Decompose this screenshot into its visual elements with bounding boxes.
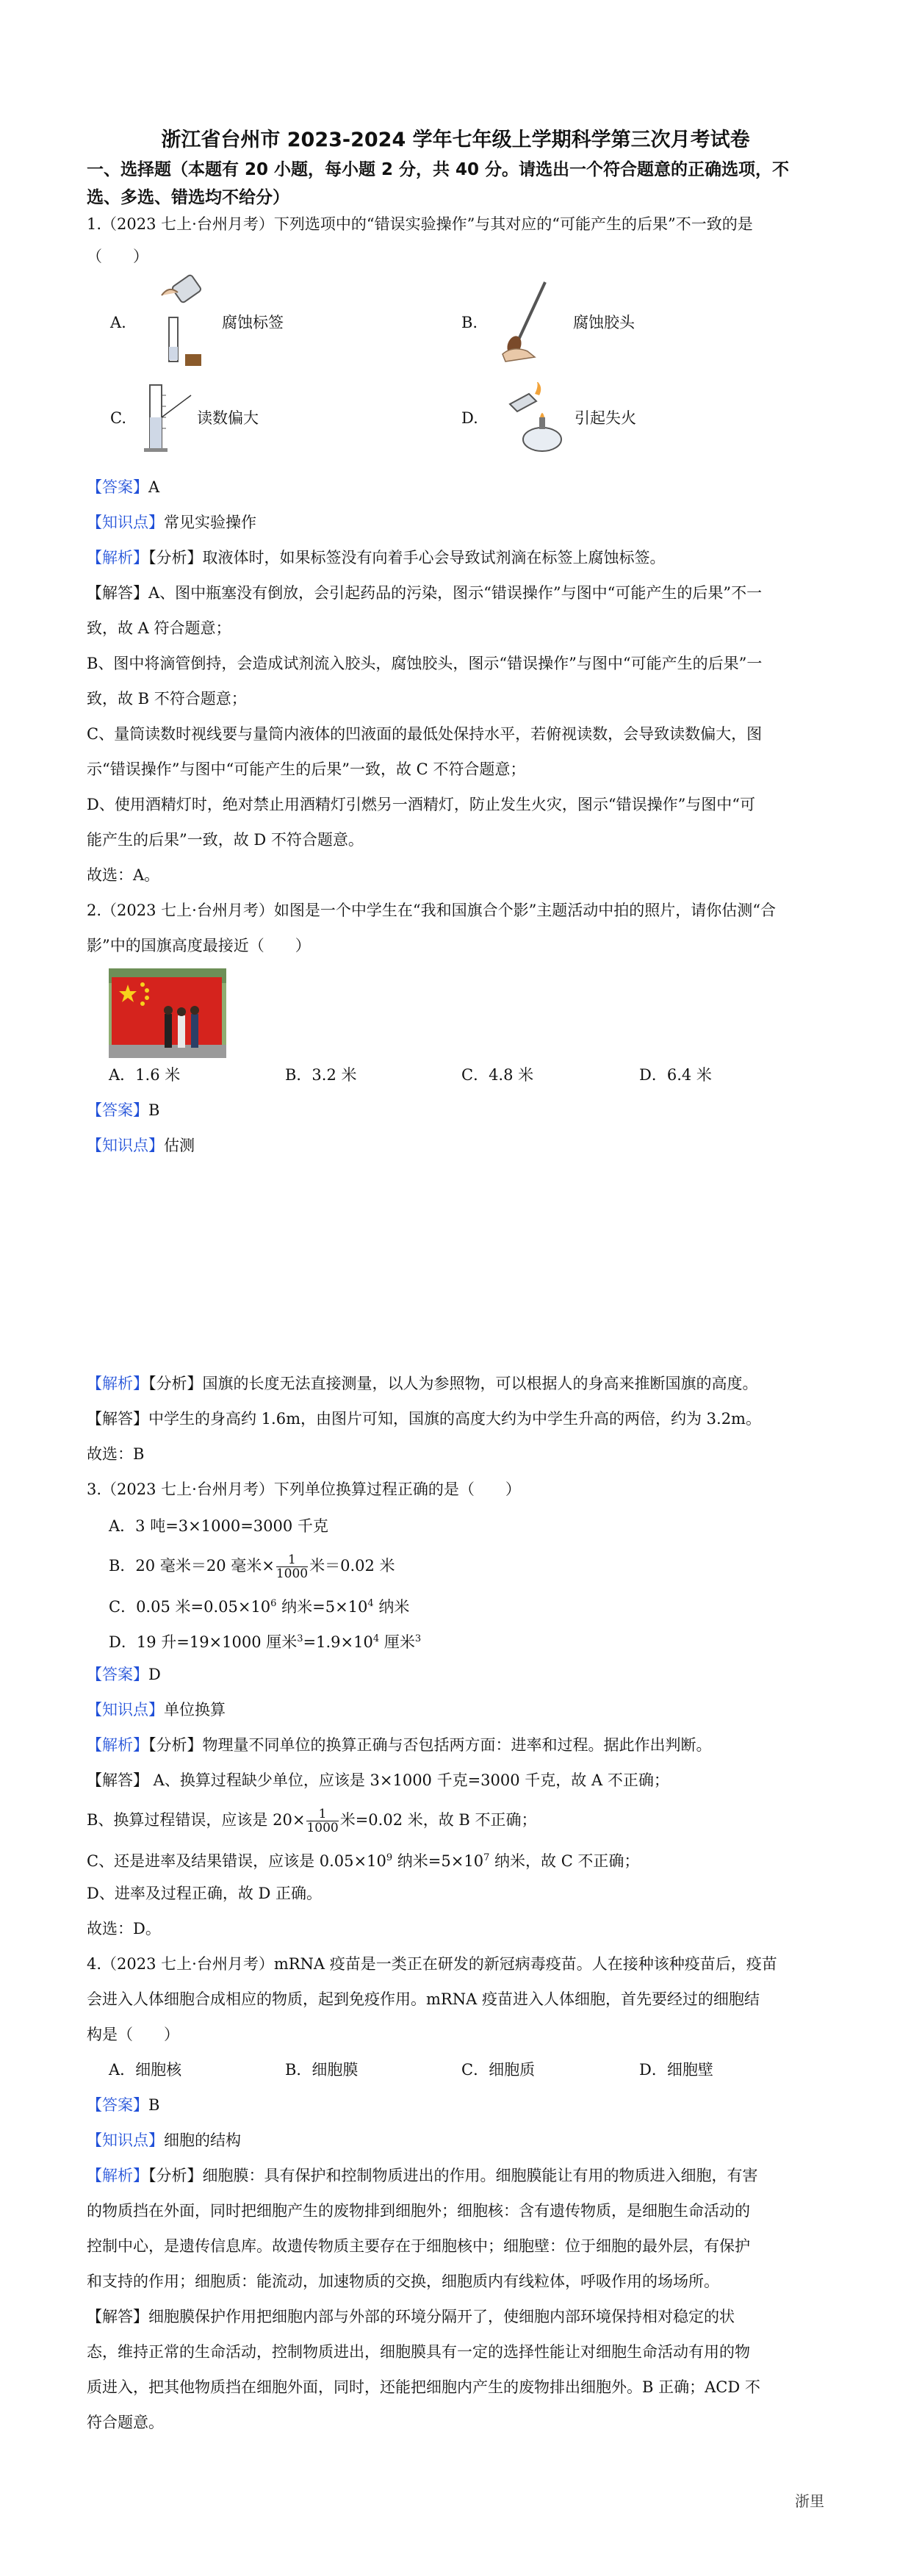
q1-solution-line: C、量筒读数时视线要与量筒内液体的凹液面的最低处保持水平，若俯视读数，会导致读数偏大，图 <box>87 725 763 743</box>
q4-analysis-line: 和支持的作用；细胞质：能流动，加速物质的交换，细胞质内有线粒体，呼吸作用的场场所。 <box>87 2273 719 2290</box>
dropper-inverted-figure <box>500 278 558 362</box>
q1-stem-paren: （ ） <box>87 248 148 265</box>
fraction: $\frac{1}{1000}$ <box>276 1553 309 1581</box>
q1-solution-line: 能产生的后果”一致，故 D 不符合题意。 <box>87 831 364 849</box>
q4-solution-line: 质进入，把其他物质挡在细胞外面，同时，还能把细胞内产生的废物排出细胞外。B 正确；ACD 不 <box>87 2378 760 2396</box>
graduated-cylinder-figure <box>140 381 198 454</box>
q3-stem: 3.（2023 七上·台州月考）下列单位换算过程正确的是（ ） <box>87 1481 521 1498</box>
q1-answer: 【答案】A <box>87 478 160 496</box>
q1-conclusion: 故选：A。 <box>87 866 160 884</box>
q4-knowledge: 【知识点】细胞的结构 <box>87 2131 241 2149</box>
q4-option-d: D．细胞壁 <box>639 2061 713 2079</box>
flag-photo <box>109 968 226 1058</box>
q1-knowledge: 【知识点】常见实验操作 <box>87 514 256 531</box>
q3-solution-line: D、进率及过程正确，故 D 正确。 <box>87 1885 323 1902</box>
q2-option-d: D．6.4 米 <box>639 1066 712 1084</box>
q4-solution-line: 【解答】细胞膜保护作用把细胞内部与外部的环境分隔开了，使细胞内部环境保持相对稳定的状 <box>87 2308 735 2325</box>
q1-solution-line: B、图中将滴管倒持，会造成试剂流入胶头，腐蚀胶头，图示“错误操作”与图中“可能产生的后果”一 <box>87 655 763 672</box>
section-heading-line1: 一、选择题（本题有 20 小题，每小题 2 分，共 40 分。请选出一个符合题意的正确选项，不 <box>87 160 790 179</box>
q1-analysis: 【解析】【分析】取液体时，如果标签没有向着手心会导致试剂滴在标签上腐蚀标签。 <box>87 549 666 566</box>
footer-watermark: 浙里 <box>795 2492 824 2510</box>
q2-analysis: 【解析】【分析】国旗的长度无法直接测量，以人为参照物，可以根据人的身高来推断国旗的高度。 <box>87 1375 758 1392</box>
q3-conclusion: 故选：D。 <box>87 1920 161 1938</box>
q1-option-c-letter: C. <box>110 409 126 427</box>
fraction: $\frac{1}{1000}$ <box>306 1807 339 1835</box>
section-heading-line2: 选、多选、错选均不给分） <box>87 188 289 207</box>
q4-analysis-line: 控制中心，是遗传信息库。故遗传物质主要存在于细胞核中；细胞壁：位于细胞的最外层，有保护 <box>87 2237 750 2255</box>
q4-solution-line: 符合题意。 <box>87 2414 164 2431</box>
q2-knowledge: 【知识点】估测 <box>87 1137 195 1154</box>
q4-option-c: C．细胞质 <box>461 2061 536 2079</box>
q4-analysis-line: 的物质挡在外面，同时把细胞产生的废物排到细胞外；细胞核：含有遗传物质，是细胞生命活动的 <box>87 2202 750 2220</box>
q2-conclusion: 故选：B <box>87 1445 145 1463</box>
q1-option-b-letter: B. <box>461 314 478 331</box>
q4-analysis: 【解析】【分析】细胞膜：具有保护和控制物质进出的作用。细胞膜能让有用的物质进入细胞，有害 <box>87 2167 758 2184</box>
q4-answer: 【答案】B <box>87 2096 160 2114</box>
q4-stem-cont: 会进入人体细胞合成相应的物质，起到免疫作用。mRNA 疫苗进入人体细胞，首先要经过的细胞结 <box>87 1990 760 2008</box>
q4-stem: 4.（2023 七上·台州月考）mRNA 疫苗是一类正在研发的新冠病毒疫苗。人在接种该种疫苗后，疫苗 <box>87 1955 777 1973</box>
q4-option-b: B．细胞膜 <box>285 2061 359 2079</box>
q3-answer: 【答案】D <box>87 1666 161 1683</box>
q3-option-a: A．3 吨=3×1000=3000 千克 <box>109 1517 328 1535</box>
q2-stem-cont: 影”中的国旗高度最接近（ ） <box>87 937 311 954</box>
q3-solution-line: B、换算过程错误，应该是 20× $\frac{1}{1000}$ 米=0.02 米，故 B 不正确； <box>87 1807 537 1835</box>
q3-solution-line: 【解答】 A、换算过程缺少单位，应该是 3×1000 千克=3000 千克，故 A 不正确； <box>87 1771 669 1789</box>
q1-option-d-letter: D. <box>461 409 478 427</box>
q1-option-a-text: 腐蚀标签 <box>222 314 284 331</box>
q1-option-a-letter: A. <box>110 314 126 331</box>
page-title: 浙江省台州市 2023-2024 学年七年级上学期科学第三次月考试卷 <box>161 129 750 151</box>
q2-solution-line: 【解答】中学生的身高约 1.6m，由图片可知，国旗的高度大约为中学生升高的两倍，约为 3.2m。 <box>87 1410 761 1428</box>
q1-solution-line: 示“错误操作”与图中“可能产生的后果”一致，故 C 不符合题意； <box>87 760 526 778</box>
q1-stem: 1.（2023 七上·台州月考）下列选项中的“错误实验操作”与其对应的“可能产生的后果”不一致的是 <box>87 215 753 233</box>
q3-solution-line: C、还是进率及结果错误，应该是 $0.05\times 10^9$ 纳米$=5\times 10^7$ 纳米，故 C 不正确； <box>87 1852 640 1870</box>
q4-option-a: A．细胞核 <box>109 2061 182 2079</box>
q1-option-d-text: 引起失火 <box>575 409 636 427</box>
q1-solution-line: 致，故 B 不符合题意； <box>87 690 247 708</box>
q3-option-b: B．20 毫米＝20 毫米× $\frac{1}{1000}$ 米＝0.02 米 <box>109 1553 395 1581</box>
q1-option-c-text: 读数偏大 <box>197 409 259 427</box>
q4-solution-line: 态，维持正常的生命活动，控制物质进出，细胞膜具有一定的选择性能让对细胞生命活动有用的物 <box>87 2343 750 2361</box>
q1-option-b-text: 腐蚀胶头 <box>573 314 635 331</box>
reagent-bottle-pouring-figure <box>147 273 213 369</box>
q1-solution-line: 致，故 A 符合题意； <box>87 619 231 637</box>
q4-stem-cont: 构是（ ） <box>87 2026 179 2043</box>
q3-option-d: D．19 升=19×1000 厘米$^3=1.9\times 10^4$ 厘米$^3$ <box>109 1633 422 1651</box>
q2-stem: 2.（2023 七上·台州月考）如图是一个中学生在“我和国旗合个影”主题活动中拍的照片，请你估测“合 <box>87 902 777 919</box>
q1-solution-line: D、使用酒精灯时，绝对禁止用酒精灯引燃另一酒精灯，防止发生火灾，图示“错误操作”与图中“可 <box>87 796 756 813</box>
q3-option-c: C．0.05 米$=0.05\times 10^6$ 纳米$=5\times 10^4$ 纳米 <box>109 1598 410 1616</box>
q3-analysis: 【解析】【分析】物理量不同单位的换算正确与否包括两方面：进率和过程。据此作出判断。 <box>87 1736 712 1754</box>
q2-option-c: C．4.8 米 <box>461 1066 534 1084</box>
q2-option-a: A．1.6 米 <box>109 1066 181 1084</box>
q2-option-b: B．3.2 米 <box>285 1066 357 1084</box>
q3-knowledge: 【知识点】单位换算 <box>87 1701 226 1719</box>
q1-solution-line: 【解答】A、图中瓶塞没有倒放，会引起药品的污染，图示“错误操作”与图中“可能产生的后果”不一 <box>87 584 763 602</box>
alcohol-lamp-lighting-figure <box>500 382 566 456</box>
q2-answer: 【答案】B <box>87 1101 160 1119</box>
